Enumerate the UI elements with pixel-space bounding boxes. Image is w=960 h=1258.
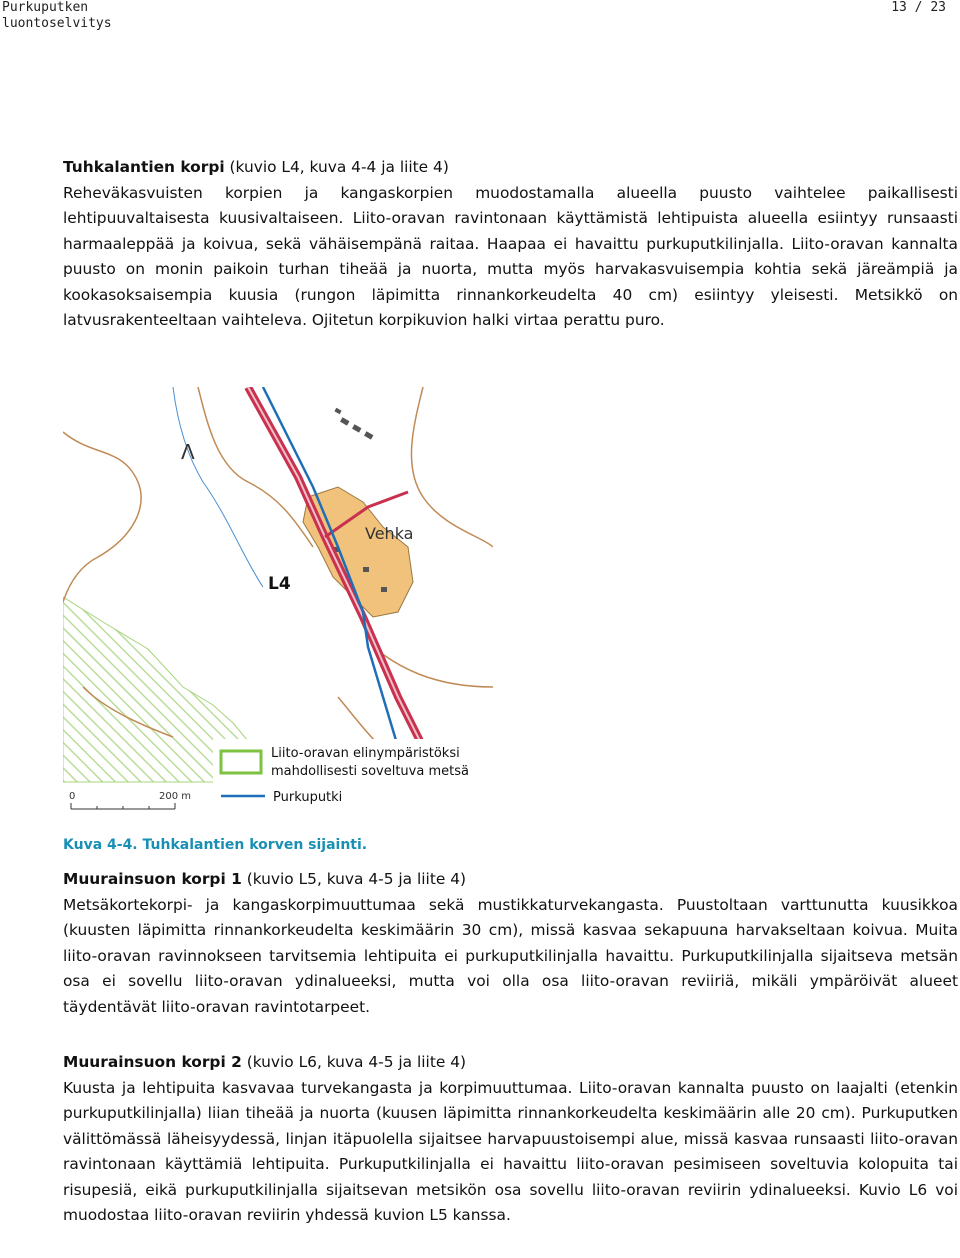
building xyxy=(363,567,369,572)
section-muurainsuon-korpi-1 xyxy=(63,867,958,1020)
place-label: Vehka xyxy=(365,524,414,543)
figure-caption: Kuva 4-4. Tuhkalantien korven sijainti. xyxy=(63,837,368,853)
section-heading: Muurainsuon korpi 1 xyxy=(63,870,242,888)
section-body: Reheväkasvuisten korpien ja kangaskorpien muodostamalla alueella puusto vaihtelee paikallisesti lehtipuuvaltaisesta kuusivaltaiseen. Liito-oravan ravintonaan käyttämistä lehtipuista alueella esiintyy runsaasti harmaaleppää ja koivua, sekä vähäisempänä raitaa. Haapaa ei havaittu purkuputkilinjalla. Liito-oravan kannalta puusto on monin paikoin turhan tiheää ja nuorta, mutta myös harvakasvuisempia kohtia sekä järeämpiä ja kookasoksaisempia kuusia (rungon läpimitta rinnankorkeudelta 40 cm) esiintyy yleisesti. Metsikkö on latvusrakenteeltaan vaihteleva. Ojitetun korpikuvion halki virtaa perattu puro. xyxy=(63,183,958,329)
legend-habitat-line2: mahdollisesti soveltuva metsä xyxy=(271,764,469,779)
document-title-line1: Purkuputken xyxy=(2,0,89,15)
section-tuhkalantien-korpi xyxy=(63,155,958,334)
location-map xyxy=(63,387,493,817)
scale-start: 0 xyxy=(69,791,76,802)
north-arrow: Λ xyxy=(181,440,195,464)
legend-pipe-label: Purkuputki xyxy=(273,790,343,805)
page-number: 13 / 23 xyxy=(891,0,946,15)
section-reference: (kuvio L4, kuva 4-4 ja liite 4) xyxy=(224,158,449,176)
building xyxy=(381,587,387,592)
section-body: Metsäkortekorpi- ja kangaskorpimuuttumaa sekä mustikkaturvekangasta. Puustoltaan varttunutta kuusikkoa (kuusten läpimitta rinnankorkeudelta keskimäärin 30 cm), missä kasvaa sekapuuna harvakseltaan koivua. Muita liito-oravan ravinnokseen tarvitsemia lehtipuita ei purkuputkilinjalla havaittu. Purkuputkilinjalla sijaitseva metsän osa ei sovellu liito-oravan ydinalueeksi, mutta voi olla osa liito-oravan reviiriä, mikäli ympäröivät alueet täydentävät liito-oravan ravintotarpeet. xyxy=(63,895,958,1016)
section-muurainsuon-korpi-2 xyxy=(63,1050,958,1229)
section-body: Kuusta ja lehtipuita kasvavaa turvekangasta ja korpimuuttumaa. Liito-oravan kannalta puusto on laajalti (etenkin purkuputkilinjalla) liian tiheää ja nuorta (kuusen läpimitta rinnankorkeudelta keskimäärin alle 20 cm). Purkuputken välittömässä läheisyydessä, linjan itäpuolella sijaitsee harvapuustoisempi alue, missä kasvaa runsaasti liito-oravan ravintonaan käyttämiä lehtipuita. Purkuputkilinjalla ei havaittu liito-oravan pesimiseen soveltuvia kolopuita tai risupesiä, eikä purkuputkilinjalla sijaitsevan metsikön osa sovellu liito-oravan reviirin ydinalueeksi. Kuvio L6 voi muodostaa liito-oravan reviirin yhdessä kuvion L5 kanssa. xyxy=(63,1078,958,1224)
legend-habitat-line1: Liito-oravan elinympäristöksi xyxy=(271,746,460,761)
section-reference: (kuvio L5, kuva 4-5 ja liite 4) xyxy=(241,870,467,888)
scale-end: 200 m xyxy=(159,791,192,802)
section-heading: Muurainsuon korpi 2 xyxy=(63,1053,242,1071)
document-title xyxy=(2,0,112,32)
area-label: L4 xyxy=(268,574,291,594)
document-title-line2: luontoselvitys xyxy=(2,16,112,31)
section-reference: (kuvio L6, kuva 4-5 ja liite 4) xyxy=(241,1053,467,1071)
section-heading: Tuhkalantien korpi xyxy=(63,158,225,176)
